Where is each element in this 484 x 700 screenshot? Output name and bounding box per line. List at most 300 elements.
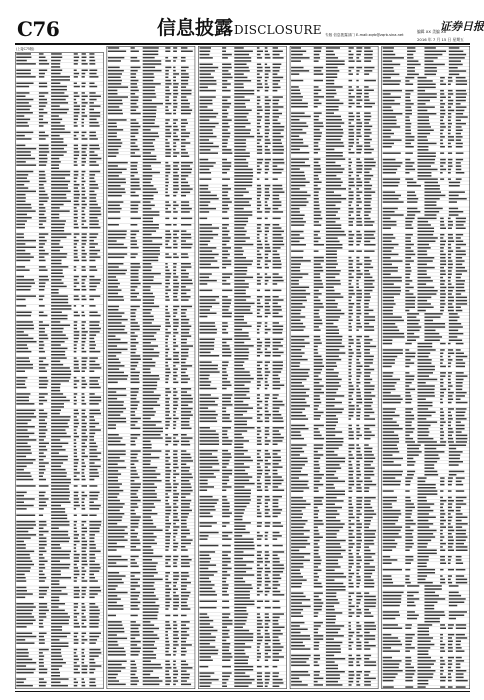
table-cell-text [165, 201, 169, 203]
table-cell-text [364, 412, 374, 414]
table-cell-text [273, 679, 283, 681]
table-cell-text [291, 185, 305, 187]
table-cell-text [356, 139, 358, 141]
table-cell-text [108, 497, 117, 499]
table-cell-text [131, 418, 141, 420]
table-cell-text [131, 680, 139, 682]
table-cell-text [291, 323, 303, 325]
table-cell-text [265, 195, 270, 197]
table-cell-text [143, 624, 154, 626]
table-cell-text [291, 218, 303, 220]
table-cell-text [108, 605, 123, 607]
table-cell-text [273, 588, 278, 590]
table-cell-text [165, 113, 171, 115]
table-cell-text [356, 126, 362, 128]
table-cell-text [74, 295, 79, 297]
table-cell-text [181, 641, 186, 643]
table-cell-text [165, 86, 169, 88]
table-cell-text [173, 372, 176, 374]
table-cell-text [356, 655, 360, 657]
table-cell-text [222, 623, 232, 625]
table-cell-text [165, 136, 171, 138]
table-cell-text [108, 129, 123, 131]
table-cell-text [173, 401, 177, 403]
table-cell-text [291, 188, 300, 190]
table-cell-text [181, 648, 186, 650]
table-cell-text [74, 633, 78, 635]
table-cell-text [74, 243, 77, 245]
table-cell-text [173, 51, 177, 53]
table-cell-text [356, 425, 359, 427]
table-cell-text [89, 580, 97, 582]
table-cell-text [108, 549, 117, 551]
table-cell-text [82, 636, 85, 638]
table-cell-text [291, 116, 311, 118]
table-cell-text [349, 671, 354, 673]
table-cell-text [356, 454, 362, 456]
table-cell-text [143, 319, 154, 321]
table-cell-text [326, 191, 334, 193]
table-cell-text [131, 454, 138, 456]
table-cell-text [165, 411, 170, 413]
table-cell-text [257, 103, 259, 105]
table-cell-text [173, 237, 179, 239]
table-cell-text [273, 254, 280, 256]
table-cell-text [326, 504, 335, 506]
table-cell-text [265, 54, 270, 56]
table-cell-text [181, 398, 193, 400]
table-cell-text [82, 606, 86, 608]
table-cell-text [326, 352, 345, 354]
table-cell-text [131, 598, 138, 600]
table-cell-text [143, 589, 156, 591]
table-cell-text [108, 345, 117, 347]
table-cell-text [143, 516, 151, 518]
table-cell-text [51, 426, 69, 428]
table-cell-text [74, 299, 80, 301]
table-cell-text [131, 608, 140, 610]
table-cell-text [39, 416, 47, 418]
table-cell-text [74, 210, 78, 212]
table-cell-text [181, 326, 191, 328]
table-cell-text [234, 463, 244, 465]
table-cell-text [181, 345, 193, 347]
table-cell-text [51, 286, 67, 288]
table-cell-text [257, 470, 263, 472]
table-cell-text [257, 457, 261, 459]
table-cell-text [74, 377, 77, 379]
table-cell-text [326, 661, 335, 663]
table-cell-text [165, 326, 170, 328]
table-cell-text [265, 538, 268, 540]
table-cell-text [39, 423, 47, 425]
table-cell-text [222, 195, 227, 197]
table-cell-text [349, 579, 352, 581]
table-cell-text [165, 139, 167, 141]
table-cell-text [265, 273, 267, 275]
table-cell-text [108, 299, 124, 301]
table-cell-text [326, 296, 343, 298]
table-cell-text [89, 289, 95, 291]
table-cell-text [364, 310, 373, 312]
table-cell-text [273, 480, 284, 482]
table-cell-text [234, 296, 250, 298]
table-cell-text [314, 642, 320, 644]
table-cell-text [200, 499, 219, 501]
table-cell-text [143, 283, 162, 285]
table-cell-text [39, 616, 46, 618]
table-cell-text [143, 631, 154, 633]
table-cell-text [234, 218, 248, 220]
table-cell-text [74, 384, 77, 386]
table-cell-text [108, 546, 125, 548]
table-cell-text [181, 628, 189, 630]
table-cell-text [39, 289, 44, 291]
table-cell-text [356, 231, 360, 233]
table-cell-text [257, 588, 260, 590]
table-cell-text [143, 605, 160, 607]
table-cell-text [89, 515, 96, 517]
table-cell-text [222, 656, 232, 658]
table-cell-text [39, 410, 44, 412]
table-cell-text [291, 671, 308, 673]
table-cell-text [74, 652, 76, 654]
table-cell-text [89, 344, 96, 346]
table-cell-text [108, 480, 118, 482]
table-cell-text [265, 70, 271, 72]
table-cell-text [257, 342, 262, 344]
table-cell-text [143, 316, 154, 318]
table-cell-text [181, 359, 186, 361]
table-cell-text [222, 299, 231, 301]
table-cell-text [222, 241, 229, 243]
table-cell-text [143, 192, 158, 194]
table-cell-text [349, 425, 352, 427]
table-cell-text [51, 334, 66, 336]
table-cell-text [181, 510, 192, 512]
table-cell-text [234, 368, 244, 370]
table-cell-text [222, 480, 229, 482]
table-cell-text [314, 527, 318, 529]
table-cell-text [108, 195, 122, 197]
table-cell-text [143, 257, 159, 259]
table-cell-text [143, 401, 157, 403]
table-cell-text [16, 393, 30, 395]
table-cell-text [364, 638, 375, 640]
table-cell-text [234, 211, 252, 213]
table-cell-text [143, 221, 153, 223]
table-cell-text [273, 87, 281, 89]
table-cell-text [89, 426, 95, 428]
table-cell-text [108, 411, 123, 413]
table-cell-text [326, 244, 343, 246]
table-cell-text [82, 240, 87, 242]
table-cell-text [257, 149, 262, 151]
table-cell-text [200, 571, 218, 573]
table-cell-text [39, 466, 45, 468]
table-cell-text [89, 217, 97, 219]
table-cell-text [265, 444, 269, 446]
table-cell-text [234, 613, 248, 615]
table-cell-text [131, 188, 141, 190]
table-cell-text [200, 133, 214, 135]
table-cell-text [131, 286, 138, 288]
table-cell-text [349, 119, 354, 121]
table-cell-text [349, 684, 352, 686]
table-cell-text [74, 331, 80, 333]
table-cell-text [173, 434, 178, 436]
table-cell-text [143, 188, 157, 190]
table-cell-text [82, 577, 85, 579]
table-cell-text [234, 480, 249, 482]
table-cell-text [16, 224, 25, 226]
table-cell-text [131, 441, 136, 443]
table-cell-text [108, 136, 117, 138]
table-cell-text [314, 224, 321, 226]
table-cell-text [165, 401, 169, 403]
table-cell-text [82, 357, 88, 359]
table-cell-text [16, 554, 29, 556]
table-cell-text [222, 483, 227, 485]
table-cell-text [51, 53, 62, 55]
table-cell-text [291, 606, 311, 608]
table-cell-text [165, 372, 170, 374]
table-cell-text [222, 224, 229, 226]
table-cell-text [356, 471, 360, 473]
table-cell-text [89, 577, 95, 579]
table-cell-text [82, 528, 87, 530]
table-cell-text [273, 100, 280, 102]
table-cell-text [89, 266, 96, 268]
table-cell-text [51, 240, 60, 242]
table-cell-text [131, 382, 140, 384]
table-cell-text [364, 342, 370, 344]
table-cell-text [364, 349, 370, 351]
table-cell-text [291, 638, 310, 640]
table-cell-text [131, 100, 139, 102]
table-cell-text [165, 283, 170, 285]
table-cell-text [108, 218, 121, 220]
table-cell-text [165, 523, 171, 525]
table-cell-text [314, 553, 319, 555]
table-cell-text [143, 182, 151, 184]
table-cell-text [314, 316, 320, 318]
table-cell-text [82, 557, 87, 559]
table-cell-text [173, 165, 178, 167]
table-cell-text [291, 684, 308, 686]
table-cell-text [89, 233, 98, 235]
table-cell-text [222, 313, 232, 315]
table-cell-text [131, 352, 136, 354]
table-cell-text [349, 402, 352, 404]
table-cell-text [326, 188, 346, 190]
table-cell-text [143, 365, 155, 367]
table-cell-text [173, 253, 177, 255]
table-cell-text [364, 218, 370, 220]
table-cell-text [326, 306, 337, 308]
table-cell-text [16, 279, 34, 281]
table-cell-text [364, 395, 375, 397]
table-cell-text [222, 588, 228, 590]
table-cell-text [314, 51, 321, 53]
table-cell-text [314, 136, 322, 138]
table-cell-text [51, 364, 63, 366]
table-cell-text [165, 224, 171, 226]
table-cell-text [222, 54, 232, 56]
table-cell-text [356, 379, 359, 381]
table-cell-text [89, 400, 101, 402]
table-cell-text [16, 132, 33, 134]
table-cell-text [82, 164, 85, 166]
table-cell-text [273, 682, 284, 684]
table-cell-text [326, 379, 342, 381]
table-cell-text [257, 594, 260, 596]
table-cell-text [82, 380, 86, 382]
table-cell-text [82, 181, 86, 183]
table-cell-text [173, 500, 178, 502]
table-cell-text [257, 643, 261, 645]
table-cell-text [265, 686, 268, 688]
table-cell-text [291, 162, 305, 164]
table-cell-text [143, 592, 154, 594]
table-cell-text [234, 87, 244, 89]
table-cell-text [108, 257, 124, 259]
table-cell-text [234, 407, 253, 409]
table-cell-text [356, 215, 360, 217]
table-cell-text [173, 523, 176, 525]
table-cell-text [82, 682, 85, 684]
table-cell-text [143, 218, 153, 220]
table-cell-text [108, 424, 116, 426]
table-cell-text [364, 484, 376, 486]
table-cell-text [74, 397, 76, 399]
table-cell-text [364, 583, 374, 585]
table-cell-text [181, 520, 186, 522]
table-cell-text [364, 280, 374, 282]
table-cell-text [364, 132, 371, 134]
table-cell-text [356, 458, 362, 460]
table-cell-text [181, 457, 192, 459]
table-cell-text [108, 506, 123, 508]
table-cell-text [349, 142, 355, 144]
table-cell-text [326, 90, 336, 92]
table-cell-text [364, 320, 375, 322]
table-cell-text [181, 319, 189, 321]
table-cell-text [89, 547, 96, 549]
table-cell-text [108, 408, 126, 410]
table-cell-text [82, 466, 86, 468]
table-cell-text [108, 556, 121, 558]
table-cell-text [39, 479, 46, 481]
table-cell-text [222, 430, 227, 432]
table-cell-text [273, 162, 285, 164]
table-cell-text [181, 182, 188, 184]
table-cell-text [407, 70, 415, 72]
table-cell-text [364, 366, 369, 368]
table-cell-text [143, 80, 154, 82]
table-cell-text [165, 152, 170, 154]
table-cell-text [165, 497, 169, 499]
table-cell-text [234, 165, 248, 167]
table-cell-text [181, 86, 186, 88]
table-cell-text [222, 653, 231, 655]
table-cell-text [407, 47, 415, 49]
table-cell-text [326, 612, 342, 614]
table-cell-text [131, 634, 140, 636]
table-cell-text [82, 286, 86, 288]
table-cell-text [39, 334, 47, 336]
table-cell-text [16, 443, 27, 445]
table-cell-text [273, 211, 284, 213]
table-cell-text [222, 306, 230, 308]
table-cell-text [74, 256, 78, 258]
table-cell-text [234, 67, 248, 69]
table-cell-text [200, 185, 209, 187]
table-cell-text [165, 615, 170, 617]
table-cell-text [356, 583, 360, 585]
table-cell-text [257, 584, 261, 586]
table-cell-text [16, 220, 27, 222]
table-cell-text [326, 126, 341, 128]
table-cell-text [349, 520, 351, 522]
table-cell-text [131, 487, 141, 489]
table-cell-text [143, 240, 153, 242]
table-cell-text [349, 461, 352, 463]
table-cell-text [291, 168, 300, 170]
table-cell-text [89, 276, 94, 278]
table-cell-text [200, 303, 220, 305]
table-cell-text [356, 270, 360, 272]
table-cell-text [356, 385, 358, 387]
table-cell-text [314, 273, 320, 275]
table-cell-text [314, 537, 323, 539]
table-cell-text [349, 444, 355, 446]
table-cell-text [131, 437, 138, 439]
table-cell-text [131, 684, 138, 686]
table-cell-text [165, 51, 170, 53]
table-cell-text [16, 665, 26, 667]
table-cell-text [173, 667, 176, 669]
table-cell-text [349, 283, 352, 285]
table-cell-text [314, 412, 324, 414]
table-cell-text [291, 491, 303, 493]
table-cell-text [143, 214, 160, 216]
table-cell-text [39, 184, 44, 186]
table-cell-text [74, 204, 80, 206]
table-cell-text [181, 273, 189, 275]
table-cell-text [234, 535, 242, 537]
table-cell-text [74, 269, 76, 271]
table-cell-text [39, 341, 44, 343]
table-cell-text [89, 479, 94, 481]
table-cell-text [257, 627, 263, 629]
table-cell-text [234, 394, 246, 396]
table-cell-text [131, 444, 136, 446]
table-cell-text [234, 601, 254, 603]
table-cell-text [234, 627, 243, 629]
table-cell-text [51, 613, 68, 615]
table-cell-text [39, 201, 48, 203]
table-cell-text [273, 64, 282, 66]
table-cell-text [326, 57, 338, 59]
table-cell-text [326, 224, 341, 226]
table-cell-text [291, 612, 301, 614]
table-cell-text [326, 139, 341, 141]
table-cell-text [200, 247, 217, 249]
table-cell-text [89, 279, 100, 281]
table-cell-text [273, 473, 278, 475]
table-cell-text [74, 289, 80, 291]
